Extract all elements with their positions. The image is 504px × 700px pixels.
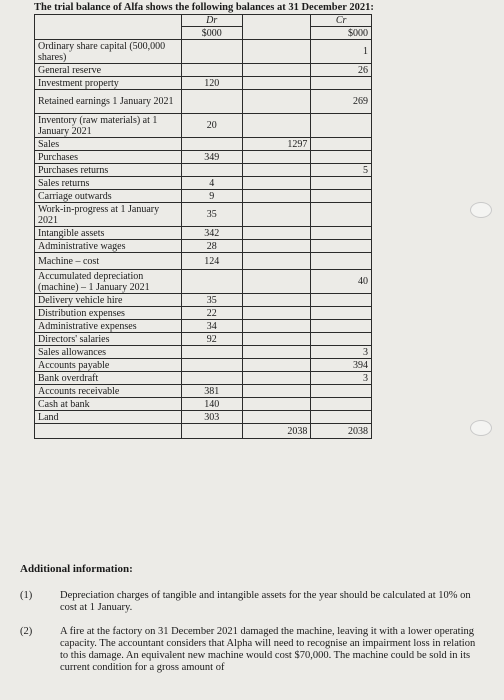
table-row [35,164,372,177]
account-name: Carriage outwards [35,190,182,203]
credit-value: 5 [311,164,372,177]
credit-value: 40 [311,270,372,294]
debit-value: 20 [181,114,242,138]
note-text: Depreciation charges of tangible and intangible assets for the year should be calculated at 10% on cost at 1 January. [60,590,471,613]
table-row [35,253,372,270]
debit-value: 35 [181,294,242,307]
account-name: Directors' salaries [35,333,182,346]
sales-column-cell [242,359,311,372]
account-name: Accumulated depreciation (machine) – 1 January 2021 [35,270,182,294]
table-row [35,177,372,190]
account-name: Purchases returns [35,164,182,177]
note-number: (2) [20,626,33,637]
account-name: Sales [35,138,182,151]
table-row [35,320,372,333]
debit-value: 4 [181,177,242,190]
account-name: Sales allowances [35,346,182,359]
account-name: Sales returns [35,177,182,190]
table-row [35,411,372,424]
credit-value [311,307,372,320]
totals-blank [35,424,182,439]
account-name: Administrative wages [35,240,182,253]
unit-gap [242,27,311,40]
credit-value: 394 [311,359,372,372]
circle-mark [470,420,492,436]
credit-value [311,77,372,90]
table-row [35,333,372,346]
sales-column-cell [242,90,311,114]
credit-value [311,294,372,307]
sales-column-cell [242,151,311,164]
account-name: Ordinary share capital (500,000 shares) [35,40,182,64]
header-blank [35,15,182,27]
table-row [35,372,372,385]
table-row [35,138,372,151]
debit-value: 22 [181,307,242,320]
debit-value: 120 [181,77,242,90]
debit-value: 349 [181,151,242,164]
account-name: Cash at bank [35,398,182,411]
debit-value [181,359,242,372]
sales-column-cell [242,77,311,90]
table-row [35,385,372,398]
debit-value [181,372,242,385]
debit-value [181,346,242,359]
debit-value: 28 [181,240,242,253]
debit-value: 140 [181,398,242,411]
trial-balance-table [34,14,372,439]
additional-information-title: Additional information: [20,563,133,575]
debit-value: 381 [181,385,242,398]
credit-value [311,203,372,227]
table-row [35,64,372,77]
debit-value [181,138,242,151]
sales-column-cell [242,333,311,346]
debit-value: 342 [181,227,242,240]
note-1 [20,590,480,616]
credit-value [311,138,372,151]
account-name: Machine – cost [35,253,182,270]
sales-column-cell [242,40,311,64]
unit-blank [35,27,182,40]
cr-header: Cr [311,15,372,27]
table-row [35,90,372,114]
debit-value [181,164,242,177]
debit-total: 2038 [242,424,311,439]
table-row [35,190,372,203]
account-name: Accounts receivable [35,385,182,398]
sales-column-cell [242,253,311,270]
table-row [35,240,372,253]
table-row [35,270,372,294]
account-name: Work-in-progress at 1 January 2021 [35,203,182,227]
sales-value: 1297 [242,138,311,151]
account-name: Retained earnings 1 January 2021 [35,90,182,114]
account-name: Land [35,411,182,424]
circle-mark [470,202,492,218]
account-name: Accounts payable [35,359,182,372]
account-name: Intangible assets [35,227,182,240]
credit-value [311,190,372,203]
sales-column-cell [242,411,311,424]
credit-value [311,385,372,398]
credit-value: 3 [311,346,372,359]
credit-value: 26 [311,64,372,77]
account-name: Bank overdraft [35,372,182,385]
credit-value: 1 [311,40,372,64]
sales-column-cell [242,114,311,138]
credit-value [311,411,372,424]
credit-value [311,151,372,164]
account-name: Purchases [35,151,182,164]
table-row [35,398,372,411]
sales-column-cell [242,240,311,253]
credit-value [311,114,372,138]
table-row [35,294,372,307]
table-row [35,203,372,227]
dr-unit: $000 [181,27,242,40]
credit-total: 2038 [311,424,372,439]
note-number: (1) [20,590,33,601]
sales-column-cell [242,164,311,177]
table-row [35,307,372,320]
sales-column-cell [242,227,311,240]
header-gap [242,15,311,27]
sales-column-cell [242,398,311,411]
heading: The trial balance of Alfa shows the following balances at 31 December 2021: [34,2,374,13]
credit-value: 3 [311,372,372,385]
credit-value [311,333,372,346]
dr-header: Dr [181,15,242,27]
table-row [35,114,372,138]
credit-value [311,240,372,253]
sales-column-cell [242,346,311,359]
cr-unit: $000 [311,27,372,40]
debit-value [181,64,242,77]
sales-column-cell [242,190,311,203]
totals-dr-blank [181,424,242,439]
account-name: Inventory (raw materials) at 1 January 2021 [35,114,182,138]
sales-column-cell [242,64,311,77]
unit-row [35,27,372,40]
table-row [35,227,372,240]
table-row [35,151,372,164]
sales-column-cell [242,203,311,227]
account-name: Delivery vehicle hire [35,294,182,307]
credit-value [311,227,372,240]
sales-column-cell [242,307,311,320]
account-name: Investment property [35,77,182,90]
sales-column-cell [242,320,311,333]
note-text: A fire at the factory on 31 December 2021 damaged the machine, leaving it with a lower operating capacity. The accountant considers that Alpha will need to recognise an impairment loss in relation to this damage. An equivalent new machine would cost $70,000. The machine could be sold in its current condition for a gross amount of [60,626,476,673]
debit-value: 92 [181,333,242,346]
debit-value: 9 [181,190,242,203]
sales-column-cell [242,372,311,385]
table-row [35,359,372,372]
table-row [35,40,372,64]
sales-column-cell [242,385,311,398]
totals-row [35,424,372,439]
account-name: General reserve [35,64,182,77]
sales-column-cell [242,294,311,307]
credit-value: 269 [311,90,372,114]
debit-value [181,40,242,64]
debit-value: 35 [181,203,242,227]
debit-value [181,90,242,114]
credit-value [311,253,372,270]
note-2 [20,626,480,696]
column-header-row [35,15,372,27]
sales-column-cell [242,270,311,294]
credit-value [311,177,372,190]
account-name: Distribution expenses [35,307,182,320]
sales-column-cell [242,177,311,190]
credit-value [311,398,372,411]
debit-value: 34 [181,320,242,333]
debit-value [181,270,242,294]
account-name: Administrative expenses [35,320,182,333]
credit-value [311,320,372,333]
table-row [35,77,372,90]
table-row [35,346,372,359]
debit-value: 303 [181,411,242,424]
debit-value: 124 [181,253,242,270]
